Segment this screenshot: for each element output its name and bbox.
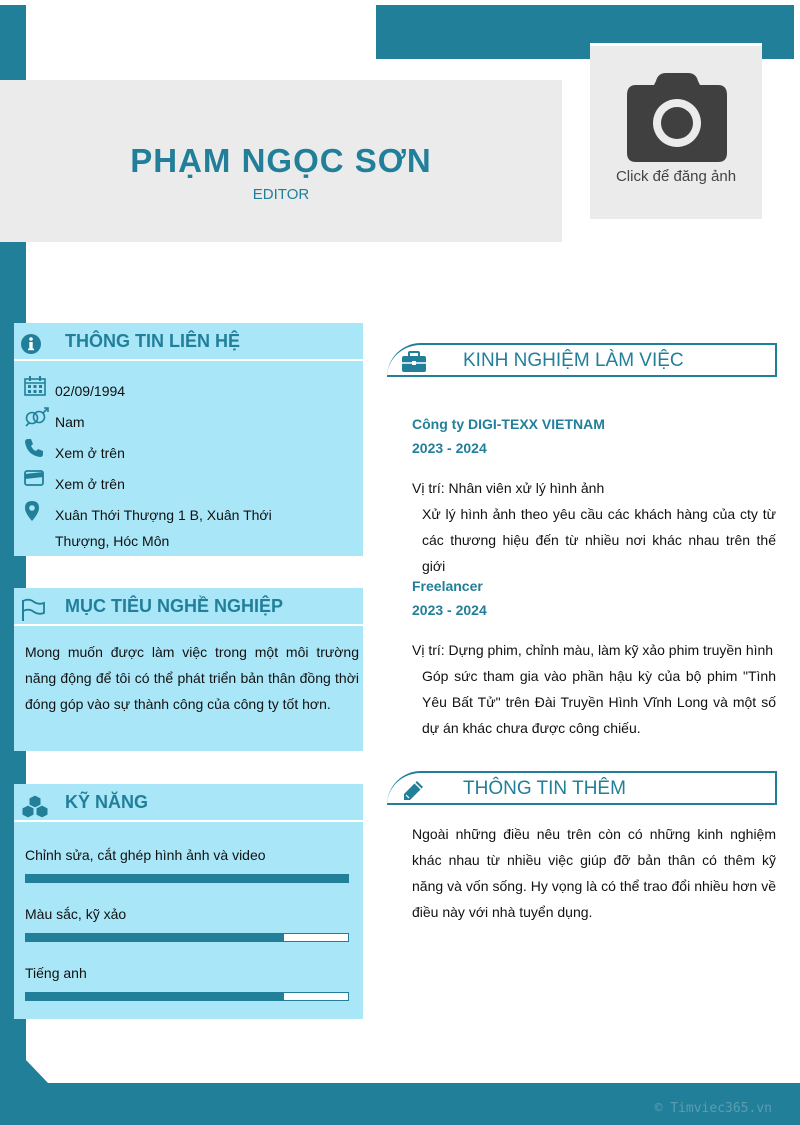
- job-period: 2023 - 2024: [412, 440, 487, 456]
- job-description: Góp sức tham gia vào phần hậu kỳ của bộ phim "Tình Yêu Bất Tử" trên Đài Truyền Hình Vĩnh Long và một số dự án khác chưa được công chiếu.: [422, 668, 776, 736]
- envelope-icon: [24, 469, 44, 487]
- pencil-icon: [401, 779, 425, 803]
- top-margin: [0, 0, 800, 5]
- objective-header: [14, 588, 363, 626]
- job-company: Freelancer: [412, 578, 483, 594]
- birthday-value: 02/09/1994: [55, 383, 126, 399]
- location-pin-icon: [24, 500, 40, 522]
- additional-info-heading: THÔNG TIN THÊM: [463, 778, 626, 799]
- skill-item: [25, 906, 349, 922]
- skill-name: Tiếng anh: [25, 965, 87, 981]
- skill-name: Chỉnh sửa, cắt ghép hình ảnh và video: [25, 847, 266, 863]
- candidate-name: PHẠM NGỌC SƠN: [130, 142, 432, 179]
- additional-info-text: Ngoài những điều nêu trên còn có những kinh nghiệm khác nhau từ nhiều việc giúp đỡ bản thân có thêm kỹ năng và vốn sống. Hy vọng là có thể trao đổi nhiều hơn về điều này với nhà tuyển dụng.: [412, 826, 776, 920]
- gender-icon: [24, 407, 50, 427]
- skill-level-bar: [25, 992, 349, 1001]
- gender-value: Nam: [55, 414, 85, 430]
- bottom-notch-decoration: [26, 1060, 48, 1083]
- candidate-title: EDITOR: [252, 186, 310, 203]
- skill-item: [25, 847, 349, 863]
- objective-text: Mong muốn được làm việc trong một môi trường năng động để tôi có thể phát triển bản thân đồng thời đóng góp vào sự thành công của công ty tốt hơn.: [25, 644, 359, 712]
- briefcase-icon: [401, 351, 427, 373]
- name-panel: [0, 80, 562, 242]
- calendar-icon: [24, 376, 46, 396]
- job-description: Xử lý hình ảnh theo yêu cầu các khách hàng của cty từ các thương hiệu đến từ nhiều nơi khác nhau trên thế giới: [422, 506, 776, 574]
- watermark: © Timviec365.vn: [654, 1101, 772, 1116]
- objective-section: [14, 588, 363, 751]
- info-icon: [20, 333, 42, 355]
- job-period: 2023 - 2024: [412, 602, 487, 618]
- experience-heading: KINH NGHIỆM LÀM VIỆC: [463, 350, 684, 371]
- cubes-icon: [20, 794, 50, 818]
- skill-level-fill: [26, 875, 348, 882]
- skill-name: Màu sắc, kỹ xảo: [25, 906, 127, 922]
- objective-heading: MỤC TIÊU NGHỀ NGHIỆP: [65, 596, 284, 616]
- skills-section: [14, 784, 363, 1019]
- photo-upload[interactable]: [590, 43, 762, 219]
- skills-header: [14, 784, 363, 822]
- flag-icon: [20, 598, 46, 622]
- skill-level-fill: [26, 934, 284, 941]
- skill-level-bar: [25, 933, 349, 942]
- skills-heading: KỸ NĂNG: [65, 792, 149, 812]
- job-position: Vị trí: Nhân viên xử lý hình ảnh: [412, 480, 605, 496]
- skill-item: [25, 965, 349, 981]
- experience-header: [387, 343, 777, 377]
- camera-icon: [626, 73, 728, 163]
- contact-header: [14, 323, 363, 361]
- phone-value: Xem ở trên: [55, 445, 125, 461]
- photo-upload-label: Click để đăng ảnh: [615, 168, 737, 185]
- phone-icon: [24, 438, 44, 458]
- job-position: Vị trí: Dựng phim, chỉnh màu, làm kỹ xảo phim truyền hình: [412, 642, 774, 658]
- skill-level-bar: [25, 874, 349, 883]
- skill-level-fill: [26, 993, 284, 1000]
- contact-section: [14, 323, 363, 556]
- contact-heading: THÔNG TIN LIÊN HỆ: [65, 331, 240, 351]
- email-value: Xem ở trên: [55, 476, 125, 492]
- job-company: Công ty DIGI-TEXX VIETNAM: [412, 416, 605, 432]
- address-value: Xuân Thới Thượng 1 B, Xuân Thới Thượng, Hóc Môn: [55, 507, 272, 549]
- additional-info-header: [387, 771, 777, 805]
